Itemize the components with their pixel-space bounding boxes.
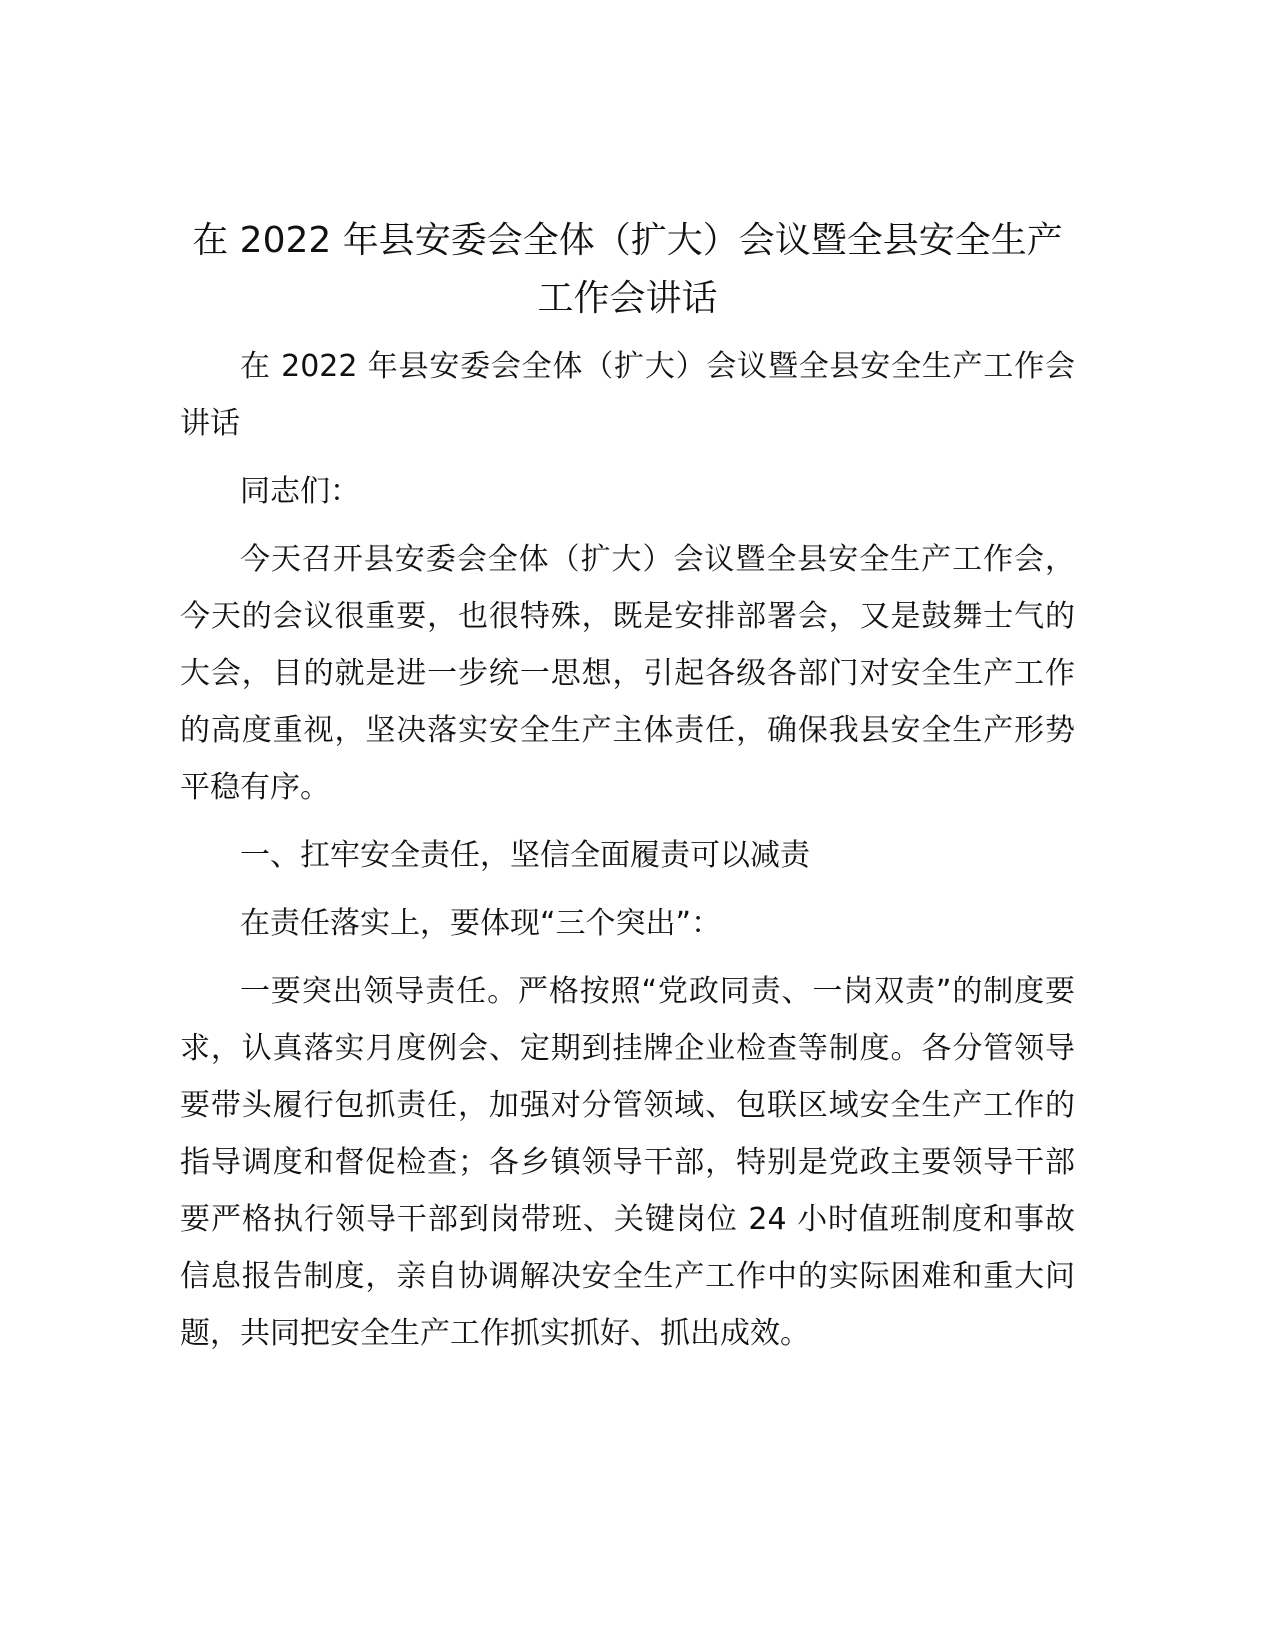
document-title: 在 2022 年县安委会全体（扩大）会议暨全县安全生产工作会讲话: [192, 220, 1063, 319]
paragraph-three-highlights: 在责任落实上，要体现“三个突出”：: [240, 906, 722, 941]
paragraph-intro: 今天召开县安委会全体（扩大）会议暨全县安全生产工作会，今天的会议很重要，也很特殊，既是安排部署会，又是鼓舞士气的大会，目的就是进一步统一思想，引起各级各部门对安全生产工作的高度重视，坚决落实安全生产主体责任，确保我县安全生产形势平稳有序。: [180, 542, 1075, 805]
paragraph-leadership-responsibility: 一要突出领导责任。严格按照“党政同责、一岗双责”的制度要求，认真落实月度例会、定期到挂牌企业检查等制度。各分管领导要带头履行包抓责任，加强对分管领域、包联区域安全生产工作的指导调度和督促检查；各乡镇领导干部，特别是党政主要领导干部要严格执行领导干部到岗带班、关键岗位 24 小时值班制度和事故信息报告制度，亲自协调解决安全生产工作中的实际困难和重大问题，共同把安全生产工作抓实抓好、抓出成效。: [180, 974, 1075, 1351]
document-body: [180, 338, 1075, 1373]
section-heading-1: 一、扛牢安全责任，坚信全面履责可以减责: [240, 838, 810, 873]
paragraph-subtitle: 在 2022 年县安委会全体（扩大）会议暨全县安全生产工作会讲话: [180, 349, 1075, 441]
paragraph-salutation: 同志们：: [240, 474, 360, 509]
